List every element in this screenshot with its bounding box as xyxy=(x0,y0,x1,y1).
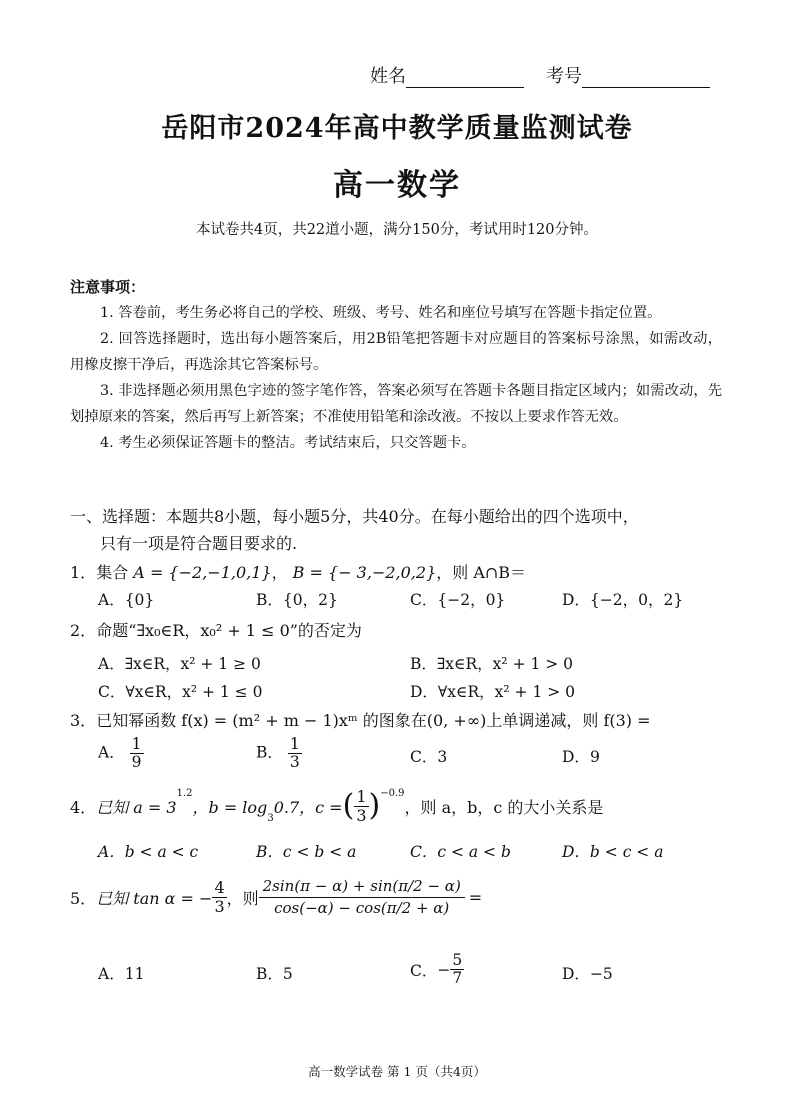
question-number: 2． xyxy=(70,621,97,640)
section-heading xyxy=(70,503,720,557)
q1-set-b: B = {− 3,−2,0,2} xyxy=(292,563,437,582)
q1-set-a: A = {−2,−1,0,1} xyxy=(133,563,272,582)
exam-subject: 高一数学 xyxy=(333,168,461,203)
denominator: 9 xyxy=(131,753,142,772)
notice-item: 4. 考生必须保证答题卡的整洁。考试结束后，只交答题卡。 xyxy=(100,435,476,451)
q5-option-b[interactable] xyxy=(256,962,293,984)
q5-option-c[interactable] xyxy=(410,952,464,987)
section-heading-line2: 只有一项是符合题目要求的. xyxy=(100,534,298,553)
fraction xyxy=(288,736,302,771)
q5-equals: = xyxy=(468,887,483,907)
option-label: B． xyxy=(256,743,283,762)
id-blank[interactable] xyxy=(582,67,710,88)
numerator: 1 xyxy=(131,735,142,753)
fraction xyxy=(130,736,144,771)
q2-option-d[interactable]: D．∀x∈R，x² + 1 > 0 xyxy=(410,683,576,701)
option-label: C． xyxy=(410,961,438,980)
q1-suffix: ，则 A∩B＝ xyxy=(436,563,527,582)
q4-b-base: 3 xyxy=(267,813,274,825)
question-number: 5． xyxy=(70,888,97,908)
q1-option-b[interactable]: B．{0，2} xyxy=(256,591,338,609)
q4-a-expr: 已知 a = 3 xyxy=(96,797,177,817)
q4-text-end: ，则 a，b，c 的大小关系是 xyxy=(404,797,604,817)
section-heading-line1: 一、选择题：本题共8小题，每小题5分，共40分。在每小题给出的四个选项中， xyxy=(70,507,639,526)
question-5-stem xyxy=(70,876,482,918)
q4-b-expr-rest: 0.7，c = xyxy=(273,797,343,817)
q1-option-a[interactable]: A．{0} xyxy=(98,591,155,609)
question-1-stem: 1．集合 A = {−2,−1,0,1}， B = {− 3,−2,0,2}，则 A∩B＝ xyxy=(70,563,527,582)
question-2-stem xyxy=(70,618,362,641)
question-4-stem xyxy=(70,788,603,824)
numerator: 2sin(π − α) + sin(π/2 − α) xyxy=(259,876,465,898)
numerator: 4 xyxy=(214,877,225,897)
q5-option-a[interactable] xyxy=(98,962,144,984)
numerator: 1 xyxy=(356,787,367,806)
q4-b-expr: ，b = log xyxy=(192,797,268,817)
option-label: A． xyxy=(98,743,125,762)
notice-item: 3. 非选择题必须用黑色字迹的签字笔作答，答案必须写在答题卡各题目指定区域内；如需改动，先划掉原来的答案，然后再写上新答案；不准使用铅笔和涂改液。不按以上要求作答无效。 xyxy=(70,383,722,425)
minus-sign: − xyxy=(437,960,451,979)
q3-option-a[interactable] xyxy=(98,736,144,771)
notice-item: 1. 答卷前，考生务必将自己的学校、班级、考号、姓名和座位号填写在答题卡指定位置。 xyxy=(100,305,662,321)
exam-subtitle: 本试卷共4页，共22道小题，满分150分，考试用时120分钟。 xyxy=(195,222,599,238)
q4-c-exponent: −0.9 xyxy=(380,788,405,799)
id-label: 考号 xyxy=(546,66,582,87)
q3-text: 已知幂函数 f(x) = (m² + m − 1)xᵐ 的图象在(0, +∞)上单调递减，则 f(3) = xyxy=(96,711,651,730)
question-number: 3． xyxy=(70,711,97,730)
option-value: 5 xyxy=(282,965,293,983)
question-3-stem xyxy=(70,708,651,731)
denominator: 3 xyxy=(356,805,367,825)
denominator: cos(−α) − cos(π/2 + α) xyxy=(274,898,450,917)
left-paren: ( xyxy=(342,788,355,824)
notice-list xyxy=(70,300,722,456)
option-label: C． xyxy=(410,748,438,766)
name-label: 姓名 xyxy=(370,66,406,87)
denominator: 3 xyxy=(289,753,300,772)
q1-option-c[interactable]: C．{−2，0} xyxy=(410,591,506,609)
q2-option-b[interactable]: B．∃x∈R，x² + 1 > 0 xyxy=(410,655,574,673)
q5-option-d[interactable] xyxy=(562,962,613,984)
notice-heading: 注意事项： xyxy=(70,278,146,296)
q2-option-c[interactable]: C．∀x∈R，x² + 1 ≤ 0 xyxy=(98,683,263,701)
option-label: B． xyxy=(256,965,283,983)
q4-option-b[interactable]: B．c < b < a xyxy=(256,843,357,861)
fraction xyxy=(212,879,226,915)
q5-big-fraction xyxy=(259,876,465,918)
option-label: D． xyxy=(562,748,590,766)
page-footer: 高一数学试卷 第 1 页（共4页） xyxy=(308,1064,486,1079)
numerator: 5 xyxy=(452,951,463,969)
q2-text: 命题“∃x₀∈R，x₀² + 1 ≤ 0”的否定为 xyxy=(96,621,362,640)
numerator: 1 xyxy=(289,735,300,753)
q5-then: ，则 xyxy=(226,888,259,908)
student-info-bar xyxy=(370,62,710,88)
q1-prefix: 集合 xyxy=(96,563,129,582)
q1-option-d[interactable]: D．{−2，0，2} xyxy=(562,591,684,609)
q4-a-exponent: 1.2 xyxy=(176,788,193,799)
q4-option-d[interactable]: D．b < c < a xyxy=(562,843,664,861)
q2-option-a[interactable]: A．∃x∈R，x² + 1 ≥ 0 xyxy=(98,655,261,673)
question-number: 1． xyxy=(70,563,97,582)
q4-option-c[interactable]: C．c < a < b xyxy=(410,843,511,861)
q3-option-c[interactable] xyxy=(410,745,447,767)
fraction xyxy=(354,788,368,824)
q3-option-b[interactable] xyxy=(256,736,302,771)
option-value: 11 xyxy=(124,965,145,983)
option-value: −5 xyxy=(589,965,613,983)
fraction xyxy=(450,952,464,987)
option-label: D． xyxy=(562,965,590,983)
right-paren: ) xyxy=(368,788,381,824)
notice-item: 2. 回答选择题时，选出每小题答案后，用2B铅笔把答题卡对应题目的答案标号涂黑，如需改动，用橡皮擦干净后，再选涂其它答案标号。 xyxy=(70,331,722,373)
option-label: A． xyxy=(98,965,125,983)
q3-option-d[interactable] xyxy=(562,745,600,767)
exam-title: 岳阳市2024年高中教学质量监测试卷 xyxy=(161,113,633,144)
option-value: 3 xyxy=(437,748,448,766)
denominator: 7 xyxy=(452,969,463,988)
option-value: 9 xyxy=(589,748,600,766)
name-blank[interactable] xyxy=(406,67,524,88)
q5-tan-expr: 已知 tan α = − xyxy=(96,888,213,908)
question-number: 4． xyxy=(70,797,97,817)
q4-option-a[interactable]: A．b < a < c xyxy=(98,843,199,861)
denominator: 3 xyxy=(214,896,225,916)
